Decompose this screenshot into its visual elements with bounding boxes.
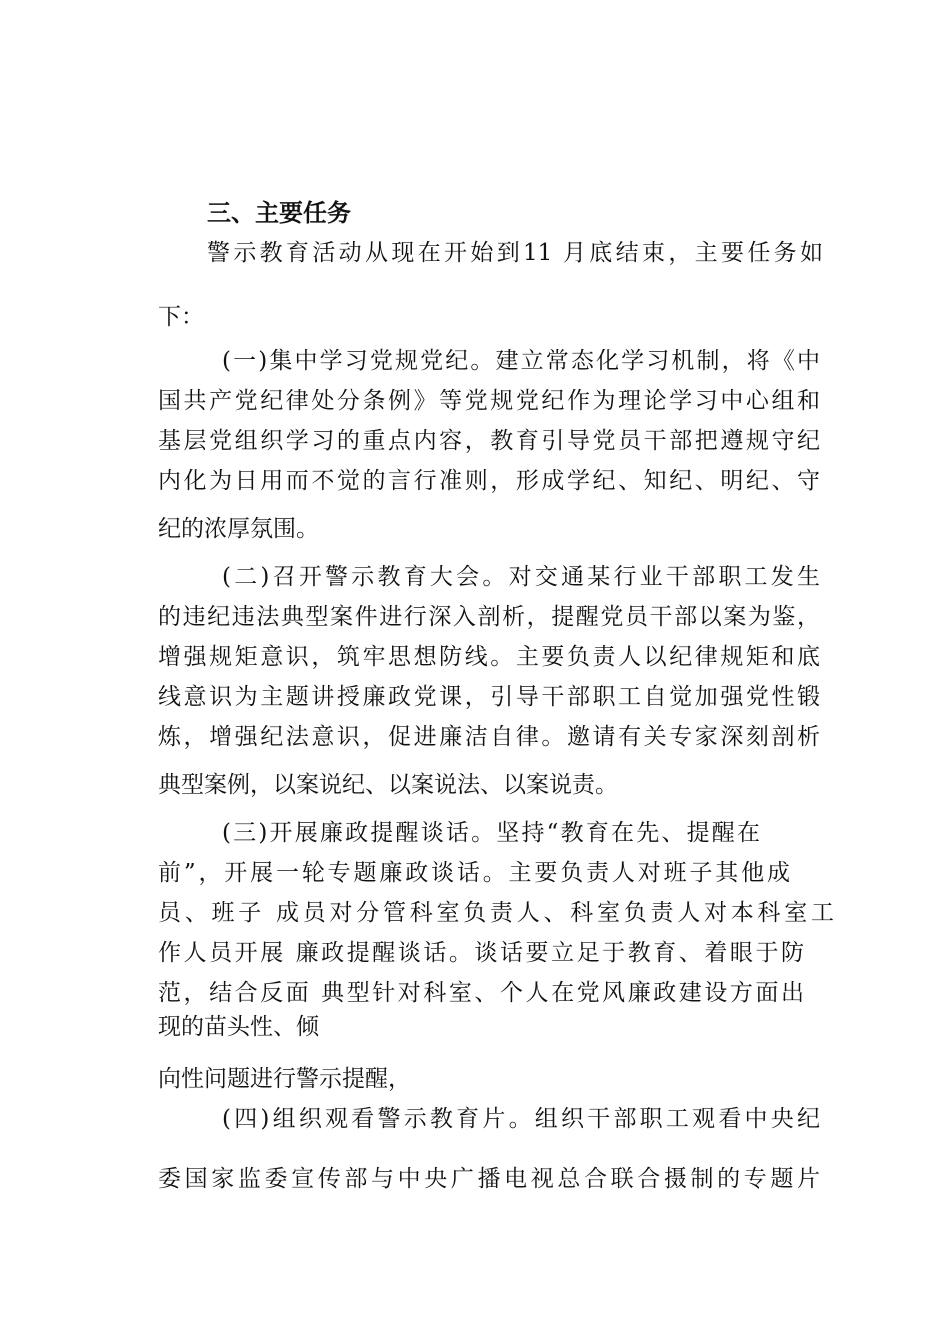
paragraph-line: (二)召开警示教育大会。对交通某行业干部职工发生 xyxy=(222,564,820,590)
paragraph-line: 下： xyxy=(158,304,204,330)
paragraph-line: 国共产党纪律处分条例》等党规党纪作为理论学习中心组和 xyxy=(158,388,820,414)
paragraph-line: 典型案例，以案说纪、以案说法、以案说责。 xyxy=(158,772,618,798)
paragraph-line: 范，结合反面 典型针对科室、个人在党风廉政建设方面出 xyxy=(158,980,804,1006)
paragraph-line: 前”，开展一轮专题廉政谈话。主要负责人对班子其他成 xyxy=(158,860,790,886)
paragraph-line: (一)集中学习党规党纪。建立常态化学习机制，将《中 xyxy=(222,348,820,374)
paragraph-line: 员、班子 成员对分管科室负责人、科室负责人对本科室工 xyxy=(158,900,834,926)
section-heading: 三、主要任务 xyxy=(207,199,351,227)
paragraph-line: (三)开展廉政提醒谈话。坚持“教育在先、提醒在 xyxy=(222,820,760,846)
paragraph-line: 警示教育活动从现在开始到11 月底结束，主要任务如 xyxy=(207,240,823,266)
paragraph-line: 增强规矩意识，筑牢思想防线。主要负责人以纪律规矩和底 xyxy=(158,644,820,670)
paragraph-line: 向性问题进行警示提醒， xyxy=(158,1066,411,1092)
paragraph-line: 委国家监委宣传部与中央广播电视总合联合摄制的专题片 xyxy=(158,1166,820,1192)
paragraph-line: 内化为日用而不觉的言行准则，形成学纪、知纪、明纪、守 xyxy=(158,468,820,494)
paragraph-line: (四)组织观看警示教育片。组织干部职工观看中央纪 xyxy=(222,1106,820,1132)
paragraph-line: 现的苗头性、倾 xyxy=(158,1014,319,1040)
paragraph-line: 的违纪违法典型案件进行深入剖析，提醒党员干部以案为鉴， xyxy=(158,604,820,630)
paragraph-line: 基层党组织学习的重点内容，教育引导党员干部把遵规守纪 xyxy=(158,428,820,454)
paragraph-line: 纪的浓厚氛围。 xyxy=(158,516,319,542)
paragraph-line: 炼，增强纪法意识，促进廉洁自律。邀请有关专家深刻剖析 xyxy=(158,724,820,750)
paragraph-line: 线意识为主题讲授廉政党课，引导干部职工自觉加强党性锻 xyxy=(158,684,820,710)
paragraph-line: 作人员开展 廉政提醒谈话。谈话要立足于教育、着眼于防 xyxy=(158,940,804,966)
